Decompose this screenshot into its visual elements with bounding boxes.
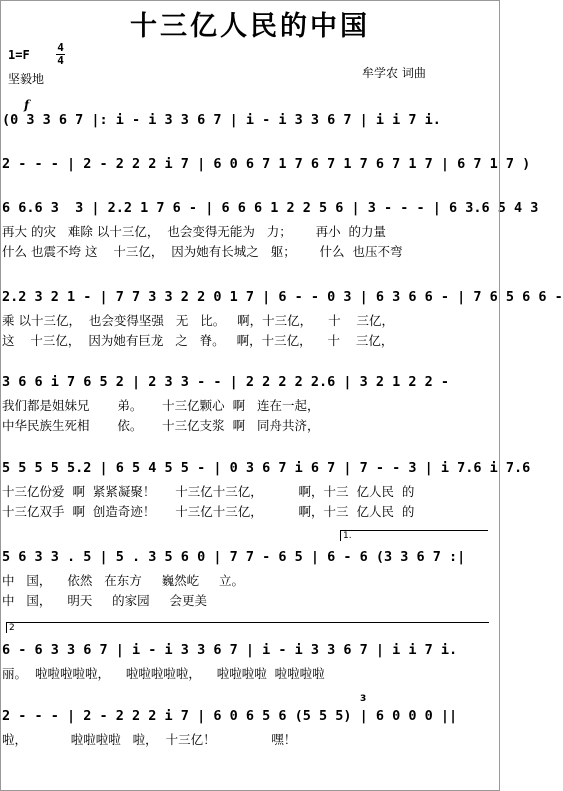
lyrics-verse-2: 中华民族生死相 依。 十三亿支浆 啊 同舟共济， [2,418,320,433]
staff-line-7 [2,545,492,615]
notation: 5 6 3 3 . 5 | 5 . 3 5 6 0 | 7 7 - 6 5 | 6 - 6 (3 3 6 7 :| [2,549,466,565]
tempo-marking: 坚毅地 [8,72,45,86]
lyrics-verse-2: 十三亿双手 啊 创造奇迹！ 十三亿十三亿， 啊，十三 亿人民 的 [2,504,415,519]
lyrics-verse-1: 丽。 啦啦啦啦啦， 啦啦啦啦啦， 啦啦啦啦 啦啦啦啦 [2,666,325,681]
notation: 6 6.6 3 3 | 2.2 1 7 6 - | 6 6 6 1 2 2 5 6 | 3 - - - | 6 3.6 5 4 3 [2,200,539,216]
staff-line-1 [2,108,492,134]
lyrics-verse-1: 中 国， 依然 在东方 巍然屹 立。 [2,573,244,588]
time-signature-bottom: 4 [57,54,64,67]
composer-credit: 牟学农 词曲 [362,66,426,80]
triplet-mark: 3 [360,694,367,704]
song-title: 十三亿人民的中国 [130,11,370,42]
volta-1: 1. [340,530,488,541]
lyrics-verse-1: 十三亿份爱 啊 紧紧凝聚！ 十三亿十三亿， 啊，十三 亿人民 的 [2,484,415,499]
lyrics-verse-1: 啦， 啦啦啦啦 啦， 十三亿！ 嘿！ [2,732,297,747]
volta-2: 2 [6,622,489,633]
notation: 2 - - - | 2 - 2 2 2 i 7 | 6 0 6 5 6 (5 5 5) | 6 0 0 0 || [2,708,458,724]
notation: 2 - - - | 2 - 2 2 2 i 7 | 6 0 6 7 1 7 6 7 1 7 6 7 1 7 | 6 7 1 7 ) [2,156,531,172]
staff-line-5 [2,370,492,440]
notation: 3 6 6 i 7 6 5 2 | 2 3 3 - - | 2 2 2 2 2.6 | 3 2 1 2 2 - [2,374,450,390]
lyrics-verse-1: 乘 以十三亿， 也会变得坚强 无 比。 啊，十三亿， 十 三亿， [2,313,394,328]
notation: 2.2 3 2 1 - | 7 7 3 3 2 2 0 1 7 | 6 - - 0 3 | 6 3 6 6 - | 7 6 5 6 6 - [2,289,563,305]
lyrics-verse-1: 再大 的灾 难除 以十三亿， 也会变得无能为 力； 再小 的力量 [2,224,387,239]
time-signature-top: 4 [57,41,64,54]
lyrics-verse-2: 这 十三亿， 因为她有巨龙 之 脊。 啊，十三亿， 十 三亿， [2,333,394,348]
notation: 5 5 5 5 5.2 | 6 5 4 5 5 - | 0 3 6 7 i 6 7 | 7 - - 3 | i 7.6 i 7.6 [2,460,531,476]
lyrics-verse-1: 我们都是姐妹兄 弟。 十三亿颗心 啊 连在一起， [2,398,320,413]
staff-line-8 [2,638,492,688]
dynamic-marking: f [24,98,30,112]
staff-line-3 [2,196,539,266]
time-signature [56,42,65,67]
notation: 6 - 6 3 3 6 7 | i - i 3 3 6 7 | i - i 3 3 6 7 | i i 7 i. [2,642,458,658]
staff-line-9 [2,704,492,754]
staff-line-4 [2,285,563,355]
staff-line-6 [2,456,531,526]
staff-line-2 [2,152,531,178]
lyrics-verse-2: 中 国， 明天 的家园 会更美 [2,593,208,608]
lyrics-verse-2: 什么 也震不垮 这 十三亿， 因为她有长城之 躯； 什么 也压不弯 [2,244,403,259]
key-signature: 1=F [8,48,30,62]
notation: (0 3 3 6 7 |: i - i 3 3 6 7 | i - i 3 3 6 7 | i i 7 i. [2,112,441,128]
